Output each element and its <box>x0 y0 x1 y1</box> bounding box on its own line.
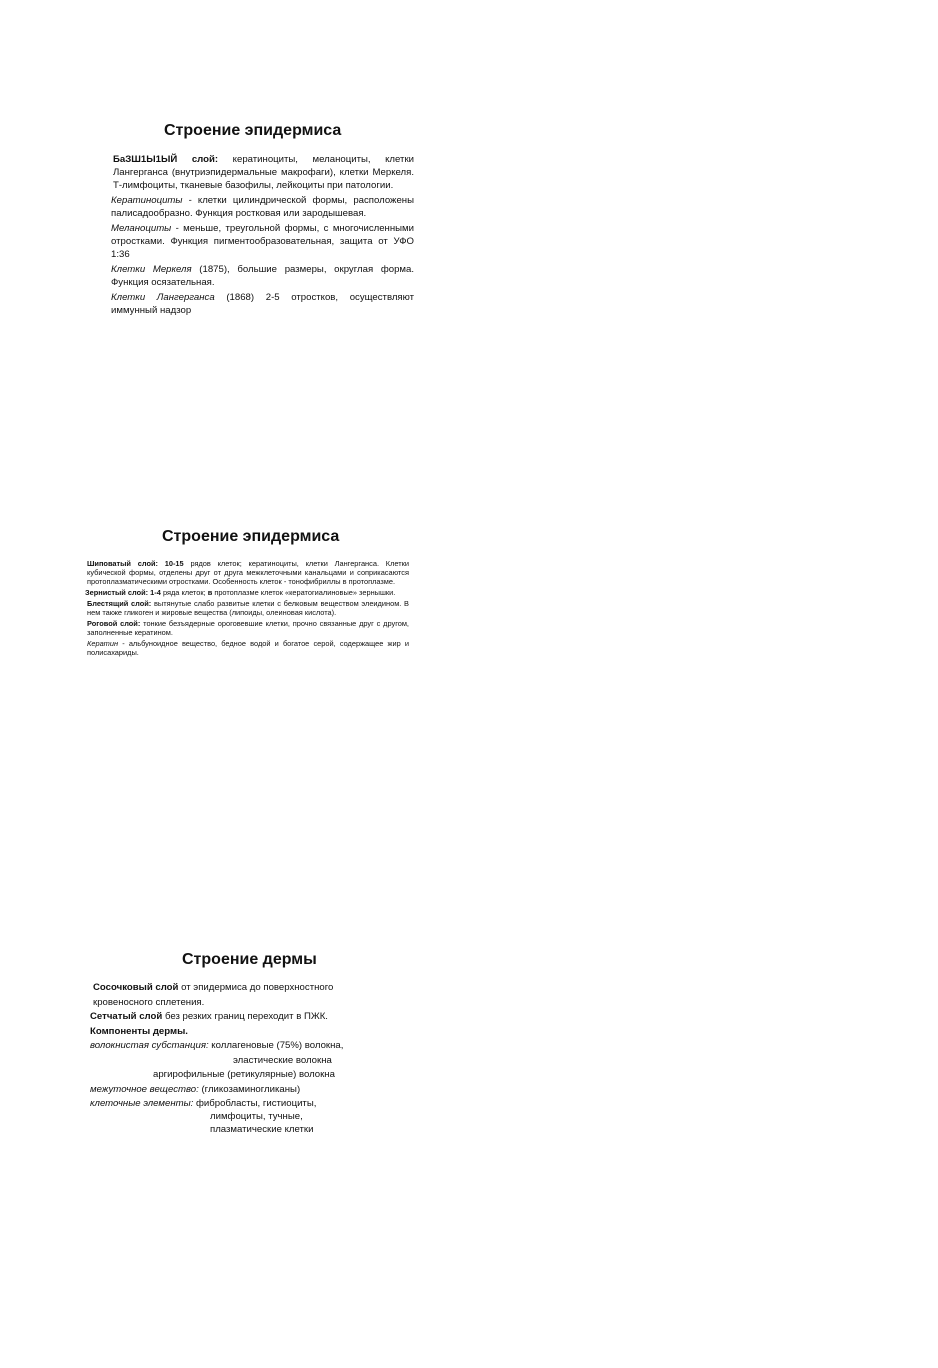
cellular-line-2: лимфоциты, тучные, <box>210 1111 303 1122</box>
keratin-paragraph <box>87 639 409 657</box>
cellular-line-3: плазматические клетки <box>210 1124 314 1135</box>
granular-layer-in: в <box>207 588 213 598</box>
keratin-text: - альбуноидное вещество, бедное водой и богатое серой, содержащее жир и полисахариды. <box>87 638 409 657</box>
langerhans-term: Клетки Лангерганса <box>111 292 215 303</box>
keratin-term: Кератин <box>87 638 119 648</box>
papillary-text-2: кровеносного сплетения. <box>93 996 205 1008</box>
keratinocytes-text: - клетки цилиндрической формы, расположены палисадообразно. Функция ростковая или зародышевая. <box>111 195 414 219</box>
granular-layer-text-b: протоплазме клеток «кератогиалиновые» зернышки. <box>214 588 396 598</box>
merkel-term: Клетки Меркеля <box>111 264 192 275</box>
granular-layer-paragraph <box>85 588 409 597</box>
granular-layer-term: Зернистый слой: 1-4 <box>85 588 161 598</box>
cellular-term: клеточные элементы: <box>90 1098 194 1109</box>
papillary-line-2 <box>93 996 390 1011</box>
cellular-line <box>90 1097 390 1110</box>
merkel-paragraph <box>111 263 414 289</box>
reticular-text: без резких границ переходит в ПЖК. <box>164 1011 328 1022</box>
components-heading: Компоненты дермы. <box>90 1025 188 1037</box>
corneum-layer-paragraph <box>87 619 409 637</box>
melanocytes-text: - меньше, треугольной формы, с многочисленными отростками. Функция пигментообразовательная, защита от УФО 1:36 <box>111 223 414 260</box>
fibrous-line <box>90 1039 390 1054</box>
corneum-layer-text: тонкие безъядерные ороговевшие клетки, прочно связанные друг с другом, заполненные кератином. <box>87 618 409 637</box>
slide-1-body <box>111 153 414 319</box>
basal-layer-term: БаЗШ1Ы1ЫЙ слой: <box>113 154 219 165</box>
basal-layer-text: кератиноциты, меланоциты, клетки Лангерганса (внутриэпидермальные макрофаги), клетки Меркеля. Т-лимфоциты, тканевые базофилы, лейкоциты при патологии. <box>113 154 414 191</box>
fibrous-term: волокнистая субстанция: <box>90 1040 209 1051</box>
lucid-layer-term: Блестящий слой: <box>87 598 152 608</box>
spinous-layer-text: рядов клеток; кератиноциты, клетки Лангерганса. Клетки кубической формы, отделены друг от друга межклеточными канальцами и соприкасаются протоплазматическими отростками. Особенность клеток - тонофибриллы в протоплазме. <box>87 559 409 587</box>
slide-3-body <box>90 981 390 1136</box>
slide-3-title: Строение дермы <box>182 951 317 968</box>
reticular-term: Сетчатый слой <box>90 1011 163 1022</box>
interstitial-line <box>90 1083 390 1098</box>
melanocytes-paragraph <box>111 222 414 261</box>
slide-2-body <box>85 559 409 659</box>
argyrophilic-fibers-line: аргирофильные (ретикулярные) волокна <box>153 1069 335 1080</box>
reticular-line <box>90 1010 390 1025</box>
keratinocytes-term: Кератиноциты <box>111 195 183 206</box>
papillary-text-1: от эпидермиса до поверхностного <box>181 982 334 993</box>
langerhans-text: (1868) 2-5 отростков, осуществляют иммунный надзор <box>111 292 414 316</box>
granular-layer-text-a: ряда клеток; <box>162 588 206 598</box>
cellular-text: фибробласты, гистиоциты, <box>196 1098 317 1109</box>
keratinocytes-paragraph <box>111 194 414 220</box>
elastic-fibers-line: эластические волокна <box>233 1054 332 1066</box>
interstitial-term: межуточное вещество: <box>90 1083 199 1095</box>
langerhans-paragraph <box>111 291 414 317</box>
spinous-layer-paragraph <box>87 559 409 587</box>
papillary-term: Сосочковый слой <box>93 982 179 993</box>
merkel-text: (1875), большие размеры, округлая форма. Функция осязательная. <box>111 264 415 288</box>
interstitial-text: (гликозаминогликаны) <box>201 1083 301 1095</box>
spinous-layer-term: Шиповатый слой: 10-15 <box>87 559 184 568</box>
slide-2-title: Строение эпидермиса <box>162 528 340 545</box>
papillary-line-1 <box>93 981 390 996</box>
basal-layer-paragraph <box>113 153 414 192</box>
slide-1-title: Строение эпидермиса <box>164 122 342 139</box>
fibrous-text: коллагеновые (75%) волокна, <box>211 1040 344 1051</box>
lucid-layer-paragraph <box>87 599 409 617</box>
corneum-layer-term: Роговой слой: <box>87 618 141 628</box>
melanocytes-term: Меланоциты <box>111 223 172 234</box>
lucid-layer-text: вытянутые слабо развитые клетки с белковым веществом элеидином. В нем также гликоген и жировые вещества (липоиды, олеиновая кислота). <box>87 598 409 618</box>
